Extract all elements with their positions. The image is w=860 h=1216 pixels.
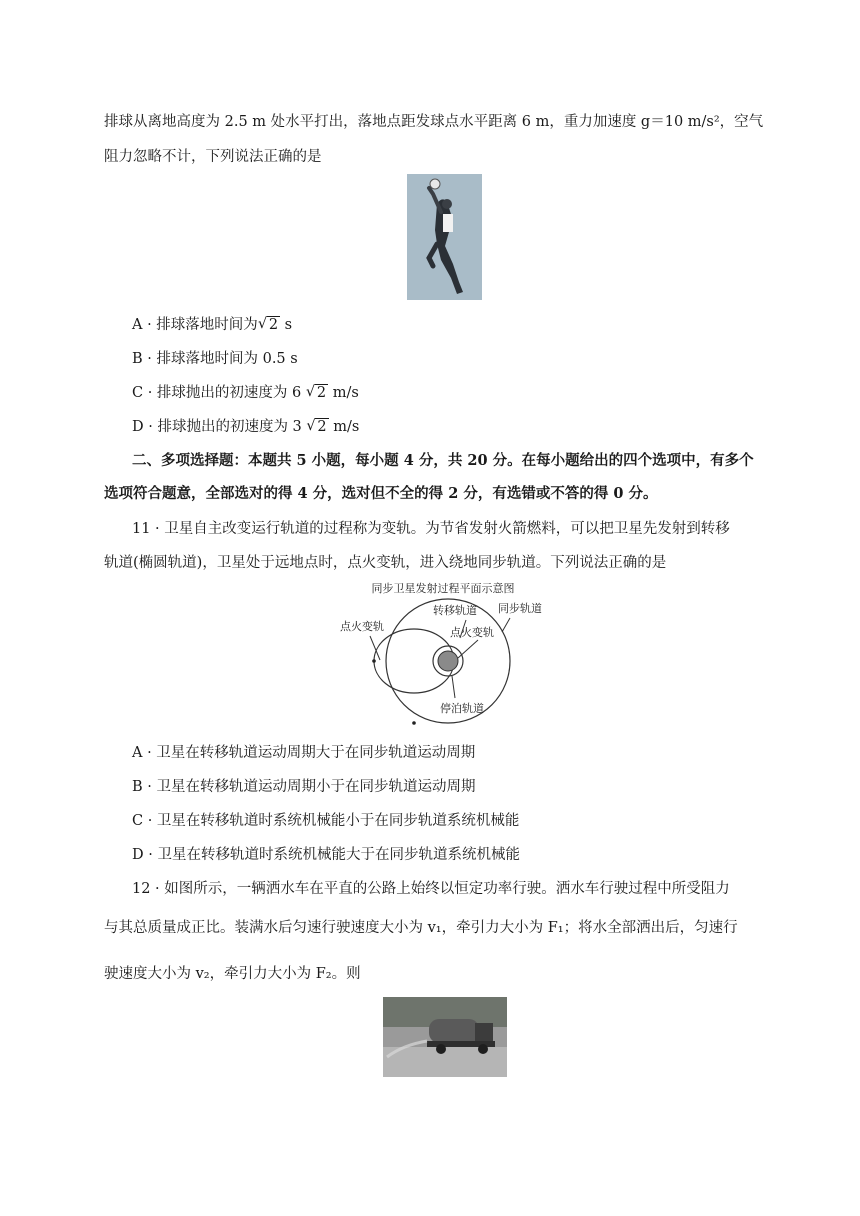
earth bbox=[438, 651, 458, 671]
water-truck-photo bbox=[383, 997, 507, 1077]
section2-heading-line1: 二、多项选择题：本题共 5 小题，每小题 4 分，共 20 分。在每小题给出的四个选项中，有多个 bbox=[132, 452, 754, 469]
label-ignite-right: 点火变轨 bbox=[450, 626, 494, 639]
q10-option-b: B · 排球落地时间为 0.5 s bbox=[132, 351, 298, 367]
label-sync-orbit: 同步轨道 bbox=[498, 602, 542, 615]
orbit-marker bbox=[412, 721, 416, 725]
q10-stem-line1: 排球从离地高度为 2.5 m 处水平打出，落地点距发球点水平距离 6 m，重力加速度 g＝10 m/s²，空气 bbox=[104, 114, 764, 130]
q12-stem-line2: 与其总质量成正比。装满水后匀速行驶速度大小为 v₁，牵引力大小为 F₁；将水全部洒出后，匀速行 bbox=[104, 920, 738, 936]
q10-option-a: A · 排球落地时间为√ 2 s bbox=[132, 313, 292, 334]
q12-stem-line3: 驶速度大小为 v₂，牵引力大小为 F₂。则 bbox=[104, 966, 361, 982]
q10-option-c: C · 排球抛出的初速度为 6 √ 2 m/s bbox=[132, 381, 359, 402]
q11-stem-line2: 轨道(椭圆轨道)，卫星处于远地点时，点火变轨，进入绕地同步轨道。下列说法正确的是 bbox=[104, 555, 667, 571]
orbit-diagram bbox=[330, 578, 550, 728]
apogee-point bbox=[372, 659, 376, 663]
q11-option-b: B · 卫星在转移轨道运动周期小于在同步轨道运动周期 bbox=[132, 779, 476, 795]
diagram-title: 同步卫星发射过程平面示意图 bbox=[371, 582, 515, 595]
q10-stem-line2: 阻力忽略不计，下列说法正确的是 bbox=[104, 149, 322, 165]
label-transfer-orbit: 转移轨道 bbox=[433, 604, 477, 617]
section2-heading-line2: 选项符合题意，全部选对的得 4 分，选对但不全的得 2 分，有选错或不答的得 0 分。 bbox=[104, 485, 658, 502]
q11-option-c: C · 卫星在转移轨道时系统机械能小于在同步轨道系统机械能 bbox=[132, 813, 520, 829]
label-ignite-left: 点火变轨 bbox=[340, 620, 384, 633]
q11-option-a: A · 卫星在转移轨道运动周期大于在同步轨道运动周期 bbox=[132, 745, 476, 761]
q11-stem-line1: 11 · 卫星自主改变运行轨道的过程称为变轨。为节省发射火箭燃料，可以把卫星先发射到转移 bbox=[132, 521, 730, 537]
water-truck-figure bbox=[383, 997, 507, 1077]
volleyball-player-figure bbox=[407, 174, 482, 300]
label-parking-orbit: 停泊轨道 bbox=[440, 702, 484, 715]
q10-option-d: D · 排球抛出的初速度为 3 √ 2 m/s bbox=[132, 415, 359, 436]
volleyball-player-photo bbox=[407, 174, 482, 300]
q12-stem-line1: 12 · 如图所示，一辆洒水车在平直的公路上始终以恒定功率行驶。洒水车行驶过程中所受阻力 bbox=[132, 881, 730, 897]
q11-option-d: D · 卫星在转移轨道时系统机械能大于在同步轨道系统机械能 bbox=[132, 847, 520, 863]
